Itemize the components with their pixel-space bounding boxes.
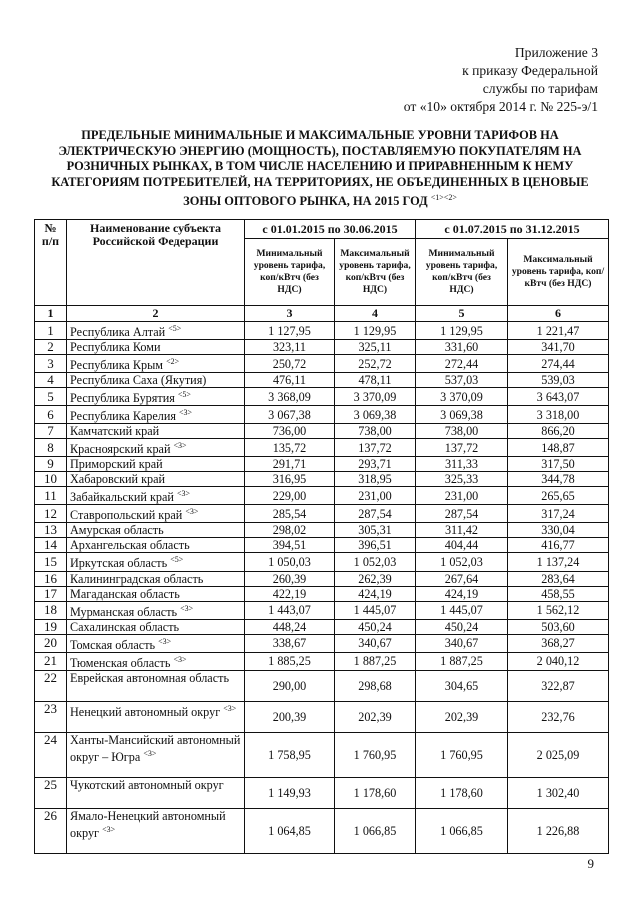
row-number: 2 bbox=[35, 340, 67, 355]
max-tariff-h1: 252,72 bbox=[335, 355, 416, 373]
region-name: Еврейская автономная область bbox=[70, 670, 230, 685]
region-name: Мурманская область bbox=[70, 604, 178, 619]
max-tariff-h2: 344,78 bbox=[508, 472, 609, 487]
max-tariff-h1: 137,72 bbox=[335, 439, 416, 457]
row-number: 8 bbox=[35, 439, 67, 457]
min-tariff-h1: 394,51 bbox=[245, 538, 335, 553]
max-tariff-h2: 330,04 bbox=[508, 523, 609, 538]
max-tariff-h1: 1 445,07 bbox=[335, 601, 416, 619]
max-tariff-h1: 298,68 bbox=[335, 670, 416, 701]
region-name-cell bbox=[67, 732, 245, 777]
min-tariff-h1: 476,11 bbox=[245, 373, 335, 388]
min-tariff-h2: 311,42 bbox=[416, 523, 508, 538]
header-min-2: Минимальный уровень тарифа, коп/кВтч (без НДС) bbox=[416, 239, 508, 306]
row-number: 16 bbox=[35, 571, 67, 586]
region-footnote: <5> bbox=[177, 390, 191, 400]
table-row bbox=[35, 634, 609, 652]
table-row bbox=[35, 388, 609, 406]
region-footnote: <3> bbox=[179, 408, 193, 418]
appendix-service-line: службы по тарифам bbox=[482, 81, 598, 96]
table-row bbox=[35, 732, 609, 777]
max-tariff-h1: 396,51 bbox=[335, 538, 416, 553]
max-tariff-h2: 416,77 bbox=[508, 538, 609, 553]
row-number: 5 bbox=[35, 388, 67, 406]
header-period-2: с 01.07.2015 по 31.12.2015 bbox=[416, 220, 609, 239]
max-tariff-h2: 232,76 bbox=[508, 701, 609, 732]
region-name-cell bbox=[67, 701, 245, 732]
region-footnote: <3> bbox=[102, 824, 116, 834]
row-number: 23 bbox=[35, 701, 67, 732]
max-tariff-h1: 293,71 bbox=[335, 457, 416, 472]
table-row bbox=[35, 322, 609, 340]
region-name-cell bbox=[67, 808, 245, 853]
min-tariff-h1: 736,00 bbox=[245, 424, 335, 439]
max-tariff-h2: 1 221,47 bbox=[508, 322, 609, 340]
table-row bbox=[35, 538, 609, 553]
region-footnote: <3> bbox=[180, 603, 194, 613]
table-row bbox=[35, 523, 609, 538]
header-period-1: с 01.01.2015 по 30.06.2015 bbox=[245, 220, 416, 239]
header-subject: Наименование субъекта Российской Федерации bbox=[67, 220, 245, 306]
region-name: Камчатский край bbox=[70, 424, 160, 439]
tariff-table bbox=[34, 219, 609, 854]
row-number: 13 bbox=[35, 523, 67, 538]
table-row bbox=[35, 424, 609, 439]
page-number: 9 bbox=[587, 856, 594, 871]
max-tariff-h2: 1 137,24 bbox=[508, 553, 609, 571]
region-name-cell bbox=[67, 355, 245, 373]
region-name-cell bbox=[67, 634, 245, 652]
max-tariff-h2: 322,87 bbox=[508, 670, 609, 701]
min-tariff-h1: 1 064,85 bbox=[245, 808, 335, 853]
column-number: 3 bbox=[245, 306, 335, 322]
table-row bbox=[35, 670, 609, 701]
region-name-cell bbox=[67, 523, 245, 538]
region-name-cell bbox=[67, 586, 245, 601]
region-name-cell bbox=[67, 457, 245, 472]
region-name: Хабаровский край bbox=[70, 472, 166, 487]
min-tariff-h1: 323,11 bbox=[245, 340, 335, 355]
table-row bbox=[35, 586, 609, 601]
region-footnote: <3> bbox=[173, 441, 187, 451]
region-name: Сахалинская область bbox=[70, 619, 180, 634]
min-tariff-h2: 311,33 bbox=[416, 457, 508, 472]
min-tariff-h2: 1 129,95 bbox=[416, 322, 508, 340]
min-tariff-h2: 1 445,07 bbox=[416, 601, 508, 619]
min-tariff-h2: 340,67 bbox=[416, 634, 508, 652]
region-footnote: <3> bbox=[223, 703, 237, 713]
max-tariff-h2: 539,03 bbox=[508, 373, 609, 388]
table-row bbox=[35, 777, 609, 808]
region-name-cell bbox=[67, 322, 245, 340]
region-name-cell bbox=[67, 619, 245, 634]
max-tariff-h1: 318,95 bbox=[335, 472, 416, 487]
row-number: 14 bbox=[35, 538, 67, 553]
min-tariff-h2: 404,44 bbox=[416, 538, 508, 553]
appendix-title: Приложение 3 bbox=[514, 45, 598, 60]
max-tariff-h1: 1 129,95 bbox=[335, 322, 416, 340]
table-row bbox=[35, 505, 609, 523]
table-row bbox=[35, 553, 609, 571]
region-footnote: <5> bbox=[168, 324, 182, 333]
min-tariff-h1: 135,72 bbox=[245, 439, 335, 457]
appendix-order-line: к приказу Федеральной bbox=[462, 63, 598, 78]
min-tariff-h1: 291,71 bbox=[245, 457, 335, 472]
region-name-cell bbox=[67, 472, 245, 487]
min-tariff-h2: 1 052,03 bbox=[416, 553, 508, 571]
max-tariff-h2: 1 562,12 bbox=[508, 601, 609, 619]
row-number: 24 bbox=[35, 732, 67, 777]
row-number: 15 bbox=[35, 553, 67, 571]
max-tariff-h2: 866,20 bbox=[508, 424, 609, 439]
max-tariff-h1: 1 178,60 bbox=[335, 777, 416, 808]
min-tariff-h1: 3 067,38 bbox=[245, 406, 335, 424]
region-name-cell bbox=[67, 505, 245, 523]
region-footnote: <5> bbox=[170, 555, 184, 565]
min-tariff-h1: 250,72 bbox=[245, 355, 335, 373]
region-name: Республика Бурятия bbox=[70, 391, 175, 406]
max-tariff-h1: 287,54 bbox=[335, 505, 416, 523]
min-tariff-h1: 3 368,09 bbox=[245, 388, 335, 406]
row-number: 1 bbox=[35, 322, 67, 340]
max-tariff-h2: 2 025,09 bbox=[508, 732, 609, 777]
table-row bbox=[35, 652, 609, 670]
header-max-1: Максимальный уровень тарифа, коп/кВтч (без НДС) bbox=[335, 239, 416, 306]
max-tariff-h1: 424,19 bbox=[335, 586, 416, 601]
max-tariff-h1: 340,67 bbox=[335, 634, 416, 652]
row-number: 11 bbox=[35, 487, 67, 505]
min-tariff-h1: 316,95 bbox=[245, 472, 335, 487]
table-row bbox=[35, 457, 609, 472]
region-name: Забайкальский край bbox=[70, 490, 174, 505]
column-number-row bbox=[35, 306, 609, 322]
region-name-cell bbox=[67, 340, 245, 355]
min-tariff-h1: 1 149,93 bbox=[245, 777, 335, 808]
max-tariff-h2: 283,64 bbox=[508, 571, 609, 586]
region-name-cell bbox=[67, 406, 245, 424]
min-tariff-h2: 424,19 bbox=[416, 586, 508, 601]
row-number: 3 bbox=[35, 355, 67, 373]
table-row bbox=[35, 439, 609, 457]
min-tariff-h2: 1 178,60 bbox=[416, 777, 508, 808]
appendix-date-line: от «10» октября 2014 г. № 225-э/1 bbox=[403, 99, 598, 114]
region-name-cell bbox=[67, 601, 245, 619]
max-tariff-h1: 1 066,85 bbox=[335, 808, 416, 853]
max-tariff-h2: 458,55 bbox=[508, 586, 609, 601]
table-row bbox=[35, 355, 609, 373]
row-number: 25 bbox=[35, 777, 67, 808]
min-tariff-h2: 3 370,09 bbox=[416, 388, 508, 406]
min-tariff-h1: 1 443,07 bbox=[245, 601, 335, 619]
max-tariff-h1: 305,31 bbox=[335, 523, 416, 538]
min-tariff-h2: 325,33 bbox=[416, 472, 508, 487]
region-name: Иркутская область bbox=[70, 556, 168, 571]
row-number: 22 bbox=[35, 670, 67, 701]
column-number: 1 bbox=[35, 306, 67, 322]
min-tariff-h2: 738,00 bbox=[416, 424, 508, 439]
min-tariff-h2: 304,65 bbox=[416, 670, 508, 701]
max-tariff-h1: 450,24 bbox=[335, 619, 416, 634]
region-name-cell bbox=[67, 388, 245, 406]
region-footnote: <3> bbox=[173, 654, 187, 664]
min-tariff-h2: 537,03 bbox=[416, 373, 508, 388]
min-tariff-h2: 202,39 bbox=[416, 701, 508, 732]
heading-text: ПРЕДЕЛЬНЫЕ МИНИМАЛЬНЫЕ И МАКСИМАЛЬНЫЕ УРОВНИ ТАРИФОВ НА ЭЛЕКТРИЧЕСКУЮ ЭНЕРГИЮ (МОЩНОСТЬ), ПОСТАВЛЯЕМУЮ ПОКУПАТЕЛЯМ НА РОЗНИЧНЫХ РЫНКАХ, В ТОМ ЧИСЛЕ НАСЕЛЕНИЮ И ПРИРАВНЕННЫМ К НЕМУ КАТЕГОРИЯМ ПОТРЕБИТЕЛЕЙ, НА ТЕРРИТОРИЯХ, НЕ ОБЪЕДИНЕННЫХ В ЦЕНОВЫЕ ЗОНЫ ОПТОВОГО РЫНКА, НА 2015 ГОД bbox=[51, 128, 589, 209]
region-name: Чукотский автономный округ bbox=[70, 777, 224, 792]
min-tariff-h2: 331,60 bbox=[416, 340, 508, 355]
min-tariff-h2: 137,72 bbox=[416, 439, 508, 457]
column-number: 2 bbox=[67, 306, 245, 322]
max-tariff-h2: 317,24 bbox=[508, 505, 609, 523]
max-tariff-h2: 1 226,88 bbox=[508, 808, 609, 853]
region-name-cell bbox=[67, 439, 245, 457]
table-row bbox=[35, 571, 609, 586]
region-name-cell bbox=[67, 487, 245, 505]
row-number: 18 bbox=[35, 601, 67, 619]
region-name: Красноярский край bbox=[70, 442, 171, 457]
region-name-cell bbox=[67, 538, 245, 553]
max-tariff-h2: 1 302,40 bbox=[508, 777, 609, 808]
region-footnote: <3> bbox=[143, 748, 157, 758]
min-tariff-h2: 272,44 bbox=[416, 355, 508, 373]
max-tariff-h1: 262,39 bbox=[335, 571, 416, 586]
max-tariff-h1: 1 052,03 bbox=[335, 553, 416, 571]
max-tariff-h2: 265,65 bbox=[508, 487, 609, 505]
region-name: Республика Алтай bbox=[70, 325, 166, 340]
min-tariff-h2: 1 066,85 bbox=[416, 808, 508, 853]
min-tariff-h2: 267,64 bbox=[416, 571, 508, 586]
max-tariff-h1: 1 760,95 bbox=[335, 732, 416, 777]
heading-footnotes: <1><2> bbox=[430, 193, 457, 202]
table-row bbox=[35, 406, 609, 424]
row-number: 6 bbox=[35, 406, 67, 424]
max-tariff-h1: 3 069,38 bbox=[335, 406, 416, 424]
max-tariff-h1: 478,11 bbox=[335, 373, 416, 388]
min-tariff-h2: 450,24 bbox=[416, 619, 508, 634]
region-name: Амурская область bbox=[70, 523, 164, 538]
header-row-periods bbox=[35, 220, 609, 239]
region-name: Калининградская область bbox=[70, 571, 204, 586]
region-name: Ямало-Ненецкий автономный округ bbox=[70, 808, 226, 840]
region-name: Ненецкий автономный округ bbox=[70, 704, 221, 719]
min-tariff-h2: 1 760,95 bbox=[416, 732, 508, 777]
min-tariff-h1: 298,02 bbox=[245, 523, 335, 538]
table-row bbox=[35, 808, 609, 853]
region-name: Томская область bbox=[70, 637, 156, 652]
region-name: Республика Крым bbox=[70, 358, 164, 373]
min-tariff-h1: 1 758,95 bbox=[245, 732, 335, 777]
region-name-cell bbox=[67, 670, 245, 701]
table-row bbox=[35, 373, 609, 388]
max-tariff-h2: 341,70 bbox=[508, 340, 609, 355]
row-number: 19 bbox=[35, 619, 67, 634]
region-name: Ставропольский край bbox=[70, 508, 183, 523]
row-number: 17 bbox=[35, 586, 67, 601]
min-tariff-h2: 287,54 bbox=[416, 505, 508, 523]
max-tariff-h1: 1 887,25 bbox=[335, 652, 416, 670]
table-row bbox=[35, 472, 609, 487]
max-tariff-h2: 368,27 bbox=[508, 634, 609, 652]
max-tariff-h1: 738,00 bbox=[335, 424, 416, 439]
row-number: 26 bbox=[35, 808, 67, 853]
column-number: 4 bbox=[335, 306, 416, 322]
max-tariff-h2: 317,50 bbox=[508, 457, 609, 472]
region-name: Магаданская область bbox=[70, 586, 180, 601]
region-name: Архангельская область bbox=[70, 538, 190, 553]
region-name: Республика Коми bbox=[70, 340, 161, 355]
row-number: 7 bbox=[35, 424, 67, 439]
min-tariff-h2: 231,00 bbox=[416, 487, 508, 505]
max-tariff-h2: 503,60 bbox=[508, 619, 609, 634]
region-name-cell bbox=[67, 652, 245, 670]
min-tariff-h1: 338,67 bbox=[245, 634, 335, 652]
table-row bbox=[35, 701, 609, 732]
document-heading bbox=[34, 128, 606, 210]
row-number: 10 bbox=[35, 472, 67, 487]
column-number: 5 bbox=[416, 306, 508, 322]
appendix-block bbox=[404, 44, 598, 116]
table-row bbox=[35, 340, 609, 355]
region-name: Приморский край bbox=[70, 457, 163, 472]
header-min-1: Минимальный уровень тарифа, коп/кВтч (без НДС) bbox=[245, 239, 335, 306]
row-number: 4 bbox=[35, 373, 67, 388]
max-tariff-h1: 3 370,09 bbox=[335, 388, 416, 406]
min-tariff-h1: 260,39 bbox=[245, 571, 335, 586]
row-number: 20 bbox=[35, 634, 67, 652]
header-max-2: Максимальный уровень тарифа, коп/кВтч (без НДС) bbox=[508, 239, 609, 306]
max-tariff-h1: 231,00 bbox=[335, 487, 416, 505]
max-tariff-h2: 3 643,07 bbox=[508, 388, 609, 406]
min-tariff-h1: 1 885,25 bbox=[245, 652, 335, 670]
min-tariff-h1: 448,24 bbox=[245, 619, 335, 634]
region-name: Республика Саха (Якутия) bbox=[70, 373, 207, 388]
region-name-cell bbox=[67, 571, 245, 586]
region-footnote: <3> bbox=[158, 636, 172, 646]
min-tariff-h1: 285,54 bbox=[245, 505, 335, 523]
table-row bbox=[35, 601, 609, 619]
table-row bbox=[35, 619, 609, 634]
region-footnote: <2> bbox=[166, 357, 180, 367]
min-tariff-h1: 200,39 bbox=[245, 701, 335, 732]
min-tariff-h2: 3 069,38 bbox=[416, 406, 508, 424]
min-tariff-h2: 1 887,25 bbox=[416, 652, 508, 670]
region-name-cell bbox=[67, 553, 245, 571]
row-number: 9 bbox=[35, 457, 67, 472]
region-name: Республика Карелия bbox=[70, 409, 176, 424]
row-number: 12 bbox=[35, 505, 67, 523]
row-number: 21 bbox=[35, 652, 67, 670]
min-tariff-h1: 422,19 bbox=[245, 586, 335, 601]
region-name-cell bbox=[67, 777, 245, 808]
min-tariff-h1: 229,00 bbox=[245, 487, 335, 505]
min-tariff-h1: 290,00 bbox=[245, 670, 335, 701]
max-tariff-h2: 148,87 bbox=[508, 439, 609, 457]
max-tariff-h2: 2 040,12 bbox=[508, 652, 609, 670]
region-name: Ханты-Мансийский автономный округ – Югра bbox=[70, 732, 241, 764]
min-tariff-h1: 1 050,03 bbox=[245, 553, 335, 571]
region-name-cell bbox=[67, 424, 245, 439]
max-tariff-h1: 325,11 bbox=[335, 340, 416, 355]
min-tariff-h1: 1 127,95 bbox=[245, 322, 335, 340]
column-number: 6 bbox=[508, 306, 609, 322]
max-tariff-h2: 274,44 bbox=[508, 355, 609, 373]
max-tariff-h2: 3 318,00 bbox=[508, 406, 609, 424]
region-footnote: <3> bbox=[176, 489, 190, 499]
table-row bbox=[35, 487, 609, 505]
region-footnote: <3> bbox=[185, 507, 199, 517]
region-name-cell bbox=[67, 373, 245, 388]
header-number: № п/п bbox=[35, 220, 67, 306]
max-tariff-h1: 202,39 bbox=[335, 701, 416, 732]
region-name: Тюменская область bbox=[70, 655, 171, 670]
